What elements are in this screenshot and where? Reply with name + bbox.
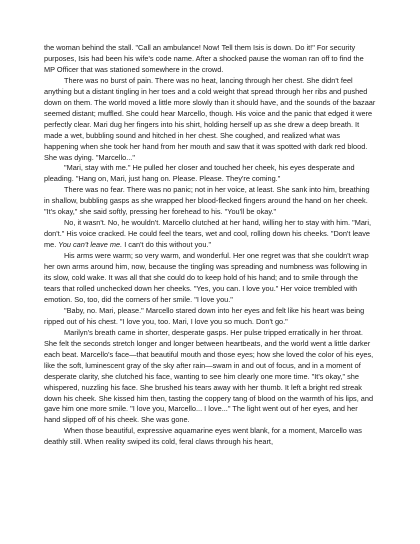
paragraph-6: His arms were warm; so very warm, and wonderful. Her one regret was that she couldn't wrap her own arms around him, now, because the tingling was spreading and numbness was following in its slow, cold wake. It was all that she could do to keep hold of his hand; and to smile through the tears that rolled unchecked down her cheeks. "Yes, you can. I love you." Her voice trembled with emotion. So, too, did the corners of her smile. "I love you." xyxy=(44,251,369,304)
paragraph-8: Marilyn's breath came in shorter, desperate gasps. Her pulse tripped erratically in her throat. She felt the seconds stretch longer and longer between heartbeats, and the world went a little darker each beat. Marcello's face—that beautiful mouth and those eyes; how she loved the color of his eyes, like the soft, luminescent gray of the sky after rain—swam in and out of focus, and in a moment of desperate clarity, she clutched his face, wanting to see him clearly one more time. "It's okay," she whispered, nuzzling his face. She brushed his tears away with her thumb. It left a bright red streak down his cheek. She kissed him then, tasting the coppery tang of blood on the warmth of his lips, and gave him one more smile. "I love you, Marcello... I love..." The light went out of her eyes, and her hand slipped off of his cheek. She was gone. xyxy=(44,327,374,425)
paragraph-5-text-after: I can't do this without you." xyxy=(122,240,212,250)
paragraph-1: the woman behind the stall. "Call an ambulance! Now! Tell them Isis is down. Do it!" For security purposes, Isis had been his wife's code name. After a shocked pause the woman ran off to find the MP Officer that was stationed somewhere in the crowd. xyxy=(44,43,364,74)
paragraph-4: There was no fear. There was no panic; not in her voice, at least. She sank into him, breathing in shallow, bubbling gasps as she wrapped her blood-flecked fingers around the hand on her cheek. "It's okay," she said softly, pressing her forehead to his. "You'll be okay." xyxy=(44,185,370,217)
paragraph-5-text-before: No, it wasn't. No, he wouldn't. Marcello clutched at her hand, willing her to stay with him. "Mari, don't." His voice cracked. He could feel the tears, wet and cool, rolling down his cheeks. "Don't leave me. xyxy=(44,218,372,250)
paragraph-5-italic-text: You can't leave me. xyxy=(58,240,123,250)
paragraph-2: There was no burst of pain. There was no heat, lancing through her chest. She didn't feel anything but a distant tingling in her toes and a cold weight that spread through her ribs and pushed down on them. The world moved a little more slowly than it should have, and the sounds of the bazaar seemed distant; muffled. She could hear Marcello, though. His voice and the panic that edged it were perfectly clear. Mari dug her fingers into his shirt, holding herself up as she drew a deep breath. It made a wet, bubbling sound and hitched in her chest. She coughed, and realized what was happening when she took her hand from her mouth and saw that it was spotted with dark red blood. She was dying. "Marcello..." xyxy=(44,75,376,162)
paragraph-3: "Mari, stay with me." He pulled her closer and touched her cheek, his eyes desperate and pleading. "Hang on, Mari, just hang on. Please. Please. They're coming." xyxy=(44,163,355,184)
paragraph-5 xyxy=(44,218,376,251)
paragraph-9: When those beautiful, expressive aquamarine eyes went blank, for a moment, Marcello was deathly still. When reality swiped its cold, feral claws through his heart, xyxy=(44,426,362,447)
paragraph-7: "Baby, no. Mari, please." Marcello stared down into her eyes and felt like his heart was being ripped out of his chest. "I love you, too. Mari, I love you so much. Don't go." xyxy=(44,305,365,326)
